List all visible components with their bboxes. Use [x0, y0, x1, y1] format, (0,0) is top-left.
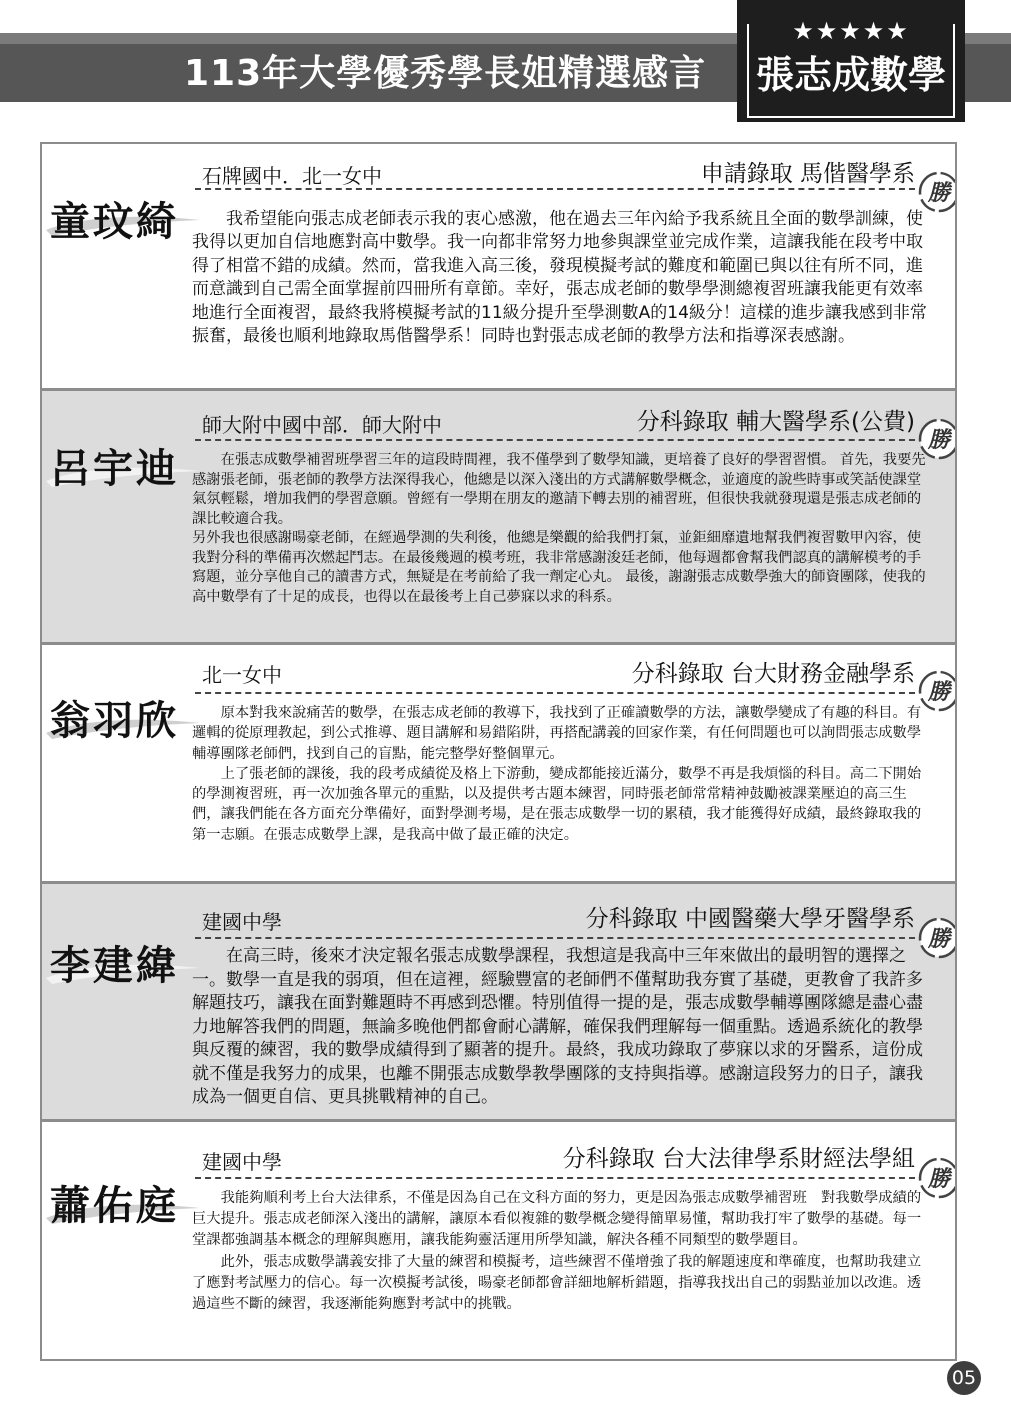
- admission-result: 分科錄取 中國醫藥大學牙醫學系: [585, 906, 915, 932]
- student-name: 呂宇迪: [50, 446, 179, 492]
- testimonial-text: 在張志成數學補習班學習三年的這段時間裡，我不僅學到了數學知識，更培養了良好的學習習慣。 首先，我要先感謝張老師，張老師的教學方法深得我心，他總是以深入淺出的方式講解數學概念，並適度的說些時事或笑話使課堂氣氛輕鬆，增加我們的學習意願。曾經有一學期在朋友的邀請下轉去別的補習班，但很快我就發現還是張志成老師的課比較適合我。 另外我也很感謝暘豪老師，在經過學測的失利後，他總是樂觀的給我們打氣，並鉅細靡遺地幫我們複習數甲內容，使我對分科的準備再次燃起鬥志。在最後幾週的模考班，我非常感謝浚廷老師，他每週都會幫我們認真的講解模考的手寫題，並分享他自己的讀書方式，無疑是在考前給了我一劑定心丸。 最後，謝謝張志成數學強大的師資團隊，使我的高中數學有了十足的成長，也得以在最後考上自己夢寐以求的科系。: [192, 452, 926, 605]
- admission-result: 分科錄取 台大法律學系財經法學組: [562, 1146, 915, 1172]
- testimonial-card: [40, 1120, 957, 1361]
- dashed-divider: [195, 1177, 915, 1179]
- page-title: 113年大學優秀學長姐精選感言: [184, 53, 707, 94]
- testimonial-text: 我能夠順利考上台大法律系，不僅是因為自己在文科方面的努力，更是因為張志成數學補習班 對我數學成績的巨大提升。張志成老師深入淺出的講解，讓原本看似複雜的數學概念變得簡單易懂，幫助我打牢了數學的基礎。每一堂課都強調基本概念的理解與應用，讓我能夠靈活運用所學知識，解決各種不同類型的數學題目。 此外，張志成數學講義安排了大量的練習和模擬考，這些練習不僅增強了我的解題速度和準確度，也幫助我建立了應對考試壓力的信心。每一次模擬考試後，暘豪老師都會詳細地解析錯題，指導我找出自己的弱點並加以改進。透過這些不斷的練習，我逐漸能夠應對考試中的挑戰。: [192, 1190, 922, 1313]
- testimonial-text: 在高三時，後來才決定報名張志成數學課程，我想這是我高中三年來做出的最明智的選擇之一。數學一直是我的弱項，但在這裡，經驗豐富的老師們不僅幫助我夯實了基礎，更教會了我許多解題技巧，讓我在面對難題時不再感到恐懼。特別值得一提的是，張志成數學輔導團隊總是盡心盡力地解答我們的問題，無論多晚他們都會耐心講解，確保我們理解每一個重點。透過系統化的教學與反覆的練習，我的數學成績得到了顯著的提升。最終，我成功錄取了夢寐以求的牙醫系，這份成就不僅是我努力的成果，也離不開張志成數學教學團隊的支持與指導。感謝這段努力的日子，讓我成為一個更自信、更具挑戰精神的自己。: [192, 946, 923, 1107]
- brand-stars: ★★★★★: [792, 17, 910, 45]
- dashed-divider: [195, 937, 915, 939]
- dashed-divider: [195, 188, 915, 190]
- student-name: 蕭佑庭: [50, 1183, 179, 1229]
- student-name: 翁羽欣: [50, 698, 179, 744]
- testimonial-card: [40, 882, 957, 1121]
- student-school: 石牌國中．北一女中: [202, 164, 382, 188]
- student-school: 師大附中國中部．師大附中: [202, 413, 442, 437]
- admission-result: 申請錄取 馬偕醫學系: [700, 161, 915, 187]
- svg-text:勝: 勝: [927, 927, 951, 952]
- page-number: 05: [947, 1361, 981, 1395]
- student-school: 建國中學: [202, 910, 282, 934]
- testimonial-card: [40, 643, 957, 883]
- svg-text:勝: 勝: [927, 181, 951, 206]
- testimonial-card: [40, 142, 957, 390]
- svg-text:勝: 勝: [927, 428, 951, 453]
- student-school: 北一女中: [202, 663, 282, 687]
- brand-name: 張志成數學: [755, 53, 946, 97]
- testimonial-text: 我希望能向張志成老師表示我的衷心感激，他在過去三年內給予我系統且全面的數學訓練，使我得以更加自信地應對高中數學。我一向都非常努力地參與課堂並完成作業，這讓我能在段考中取得了相當不錯的成績。然而，當我進入高三後，發現模擬考試的難度和範圍已與以往有所不同，進而意識到自己需全面掌握前四冊所有章節。幸好，張志成老師的數學學測總複習班讓我能更有效率地進行全面複習，最終我將模擬考試的11級分提升至學測數A的14級分！這樣的進步讓我感到非常振奮，最後也順利地錄取馬偕醫學系！同時也對張志成老師的教學方法和指導深表感謝。: [192, 209, 927, 347]
- student-name: 童玟綺: [50, 199, 179, 245]
- admission-result: 分科錄取 輔大醫學系(公費): [636, 409, 915, 435]
- testimonial-card: [40, 389, 957, 644]
- admission-result: 分科錄取 台大財務金融學系: [631, 661, 915, 687]
- testimonial-text: 原本對我來說痛苦的數學，在張志成老師的教導下，我找到了正確讀數學的方法，讓數學變成了有趣的科目。有邏輯的從原理教起，到公式推導、題目講解和易錯陷阱，再搭配講義的回家作業，有任何問題也可以詢問張志成數學輔導團隊老師們，找到自己的盲點，能完整學好整個單元。 上了張老師的課後，我的段考成績從及格上下游動，變成都能接近滿分，數學不再是我煩惱的科目。高二下開始的學測複習班，再一次加強各單元的重點，以及提供考古題本練習，同時張老師常常精神鼓勵被課業壓迫的高三生們，讓我們能在各方面充分準備好，面對學測考場，是在張志成數學一切的累積，我才能獲得好成績，最終錄取我的第一志願。在張志成數學上課，是我高中做了最正確的決定。: [192, 705, 922, 843]
- svg-text:勝: 勝: [927, 1167, 951, 1192]
- dashed-divider: [195, 692, 915, 694]
- student-name: 李建緯: [50, 943, 179, 989]
- svg-text:勝: 勝: [927, 680, 951, 705]
- student-school: 建國中學: [202, 1150, 282, 1174]
- dashed-divider: [195, 439, 915, 441]
